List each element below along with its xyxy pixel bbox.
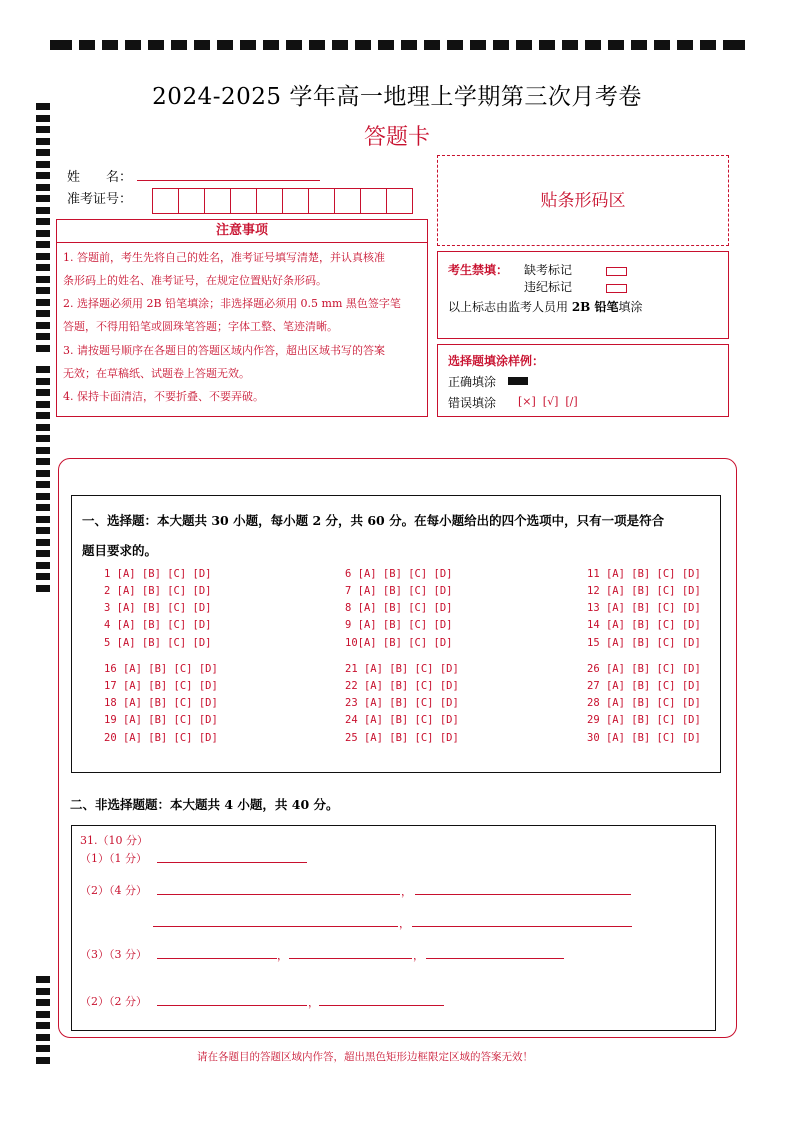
timing-mark — [723, 40, 745, 50]
answer-line[interactable] — [412, 926, 632, 927]
id-digit-box[interactable] — [308, 188, 335, 214]
violation-mark-box[interactable] — [606, 284, 627, 293]
answer-line[interactable] — [157, 862, 307, 863]
timing-mark — [125, 40, 141, 50]
q31-part3-label: （3）（3 分） — [80, 948, 147, 961]
timing-mark — [36, 504, 50, 511]
choice-question[interactable]: 5 [A] [B] [C] [D] — [104, 637, 212, 649]
timing-mark — [36, 470, 50, 477]
correct-fill-label: 正确填涂 — [448, 375, 497, 389]
timing-mark — [36, 184, 50, 191]
timing-mark — [36, 230, 50, 237]
timing-mark — [36, 161, 50, 168]
choice-question[interactable]: 15 [A] [B] [C] [D] — [587, 637, 701, 649]
id-digit-box[interactable] — [334, 188, 361, 214]
choice-question[interactable]: 11 [A] [B] [C] [D] — [587, 568, 701, 580]
timing-mark — [378, 40, 394, 50]
name-input-line[interactable] — [137, 180, 320, 181]
timing-mark — [36, 585, 50, 592]
timing-mark — [36, 333, 50, 340]
violation-label: 违纪标记 — [524, 280, 573, 294]
timing-mark — [50, 40, 72, 50]
answer-line[interactable] — [157, 958, 277, 959]
choice-question[interactable]: 10[A] [B] [C] [D] — [345, 637, 453, 649]
timing-mark — [493, 40, 509, 50]
timing-mark — [36, 310, 50, 317]
absent-mark-box[interactable] — [606, 267, 627, 276]
correct-fill-mark — [508, 377, 528, 385]
name-label: 姓 名： — [67, 170, 133, 185]
timing-mark — [36, 412, 50, 419]
choice-question[interactable]: 29 [A] [B] [C] [D] — [587, 714, 701, 726]
timing-mark — [36, 322, 50, 329]
choice-question[interactable]: 17 [A] [B] [C] [D] — [104, 680, 218, 692]
comma: ， — [277, 949, 288, 962]
timing-mark — [401, 40, 417, 50]
timing-mark — [355, 40, 371, 50]
section2-heading: 二、非选择题题：本大题共 4 小题，共 40 分。 — [70, 797, 339, 812]
timing-mark — [36, 241, 50, 248]
timing-mark — [36, 562, 50, 569]
id-number-boxes[interactable] — [152, 188, 412, 214]
timing-mark — [562, 40, 578, 50]
comma: ， — [413, 949, 424, 962]
timing-mark — [148, 40, 164, 50]
timing-mark — [36, 481, 50, 488]
choice-question[interactable]: 18 [A] [B] [C] [D] — [104, 697, 218, 709]
answer-line[interactable] — [157, 1005, 307, 1006]
choice-question[interactable]: 1 [A] [B] [C] [D] — [104, 568, 212, 580]
section1-heading-cont: 题目要求的。 — [82, 543, 158, 558]
non-choice-box — [71, 825, 716, 1031]
timing-mark — [194, 40, 210, 50]
timing-mark — [36, 366, 50, 373]
timing-mark — [36, 253, 50, 260]
answer-line[interactable] — [319, 1005, 444, 1006]
notice-line: 无效；在草稿纸、试题卷上答题无效。 — [63, 367, 250, 380]
choice-question[interactable]: 9 [A] [B] [C] [D] — [345, 619, 453, 631]
q31-part1-label: （1）（1 分） — [80, 852, 147, 865]
choice-question[interactable]: 14 [A] [B] [C] [D] — [587, 619, 701, 631]
id-label: 准考证号： — [67, 192, 133, 207]
answer-line[interactable] — [426, 958, 564, 959]
comma: ， — [308, 996, 319, 1009]
barcode-area — [437, 155, 729, 246]
timing-mark — [631, 40, 647, 50]
choice-question[interactable]: 6 [A] [B] [C] [D] — [345, 568, 453, 580]
answer-line[interactable] — [157, 894, 400, 895]
timing-mark — [217, 40, 233, 50]
id-digit-box[interactable] — [256, 188, 283, 214]
id-digit-box[interactable] — [204, 188, 231, 214]
choice-question[interactable]: 3 [A] [B] [C] [D] — [104, 602, 212, 614]
page-subtitle: 答题卡 — [363, 125, 430, 150]
choice-question[interactable]: 23 [A] [B] [C] [D] — [345, 697, 459, 709]
timing-mark — [516, 40, 532, 50]
id-digit-box[interactable] — [282, 188, 309, 214]
id-digit-box[interactable] — [152, 188, 179, 214]
timing-mark — [36, 299, 50, 306]
timing-mark — [36, 447, 50, 454]
section1-heading: 一、选择题：本大题共 30 小题，每小题 2 分，共 60 分。在每小题给出的四个选项中，只有一项是符合 — [82, 513, 665, 528]
timing-mark — [470, 40, 486, 50]
notice-line: 4. 保持卡面清洁，不要折叠、不要弄破。 — [63, 390, 264, 403]
timing-mark — [677, 40, 693, 50]
notice-line: 条形码上的姓名、准考证号，在规定位置贴好条形码。 — [63, 274, 327, 287]
timing-mark — [240, 40, 256, 50]
q31-part2-label: （2）（4 分） — [80, 884, 147, 897]
timing-mark — [608, 40, 624, 50]
timing-mark — [36, 988, 50, 995]
timing-mark — [36, 389, 50, 396]
timing-mark — [654, 40, 670, 50]
timing-mark — [36, 573, 50, 580]
timing-mark — [700, 40, 716, 50]
barcode-label: 贴条形码区 — [540, 191, 626, 211]
choice-question[interactable]: 12 [A] [B] [C] [D] — [587, 585, 701, 597]
timing-mark — [36, 172, 50, 179]
q31-label: 31.（10 分） — [80, 834, 148, 847]
choice-question[interactable]: 25 [A] [B] [C] [D] — [345, 732, 459, 744]
choice-question[interactable]: 7 [A] [B] [C] [D] — [345, 585, 453, 597]
notice-line: 2. 选择题必须用 2B 铅笔填涂；非选择题必须用 0.5 mm 黑色签字笔 — [63, 297, 401, 310]
left-timing-marks-2 — [36, 366, 50, 596]
footer-warning: 请在各题目的答题区域内作答，超出黑色矩形边框限定区域的答案无效！ — [197, 1051, 533, 1063]
timing-mark — [36, 378, 50, 385]
id-digit-box[interactable] — [360, 188, 387, 214]
timing-mark — [447, 40, 463, 50]
comma: ， — [401, 885, 412, 898]
choice-question[interactable]: 13 [A] [B] [C] [D] — [587, 602, 701, 614]
timing-mark — [36, 458, 50, 465]
choice-question[interactable]: 16 [A] [B] [C] [D] — [104, 663, 218, 675]
timing-mark — [36, 516, 50, 523]
timing-mark — [36, 999, 50, 1006]
timing-mark — [79, 40, 95, 50]
choice-question[interactable]: 27 [A] [B] [C] [D] — [587, 680, 701, 692]
choice-question[interactable]: 28 [A] [B] [C] [D] — [587, 697, 701, 709]
forbidden-fill-box — [437, 251, 729, 339]
timing-mark — [36, 976, 50, 983]
timing-mark — [585, 40, 601, 50]
timing-mark — [36, 1011, 50, 1018]
timing-mark — [36, 401, 50, 408]
id-digit-box[interactable] — [178, 188, 205, 214]
timing-mark — [309, 40, 325, 50]
timing-mark — [36, 207, 50, 214]
forbidden-label: 考生禁填： — [448, 263, 509, 277]
forbidden-note: 以上标志由监考人员用 2B 铅笔填涂 — [448, 300, 643, 314]
timing-mark — [539, 40, 555, 50]
id-digit-box[interactable] — [386, 188, 413, 214]
choice-question[interactable]: 4 [A] [B] [C] [D] — [104, 619, 212, 631]
absent-label: 缺考标记 — [524, 263, 573, 277]
timing-mark — [36, 287, 50, 294]
answer-line[interactable] — [415, 894, 631, 895]
timing-mark — [36, 424, 50, 431]
q31-part4-label: （2）（2 分） — [80, 995, 147, 1008]
timing-mark — [36, 539, 50, 546]
timing-mark — [171, 40, 187, 50]
choice-question[interactable]: 19 [A] [B] [C] [D] — [104, 714, 218, 726]
timing-mark — [36, 218, 50, 225]
choice-question[interactable]: 24 [A] [B] [C] [D] — [345, 714, 459, 726]
notice-heading: 注意事项 — [57, 220, 427, 243]
timing-mark — [102, 40, 118, 50]
answer-line[interactable] — [153, 926, 398, 927]
timing-mark — [36, 345, 50, 352]
wrong-fill-marks: [×] [√] [/] — [518, 395, 578, 408]
notice-line: 3. 请按题号顺序在各题目的答题区域内作答，超出区域书写的答案 — [63, 344, 385, 357]
timing-mark — [36, 276, 50, 283]
wrong-fill-label: 错误填涂 — [448, 396, 497, 410]
timing-mark — [36, 1022, 50, 1029]
choice-question[interactable]: 8 [A] [B] [C] [D] — [345, 602, 453, 614]
timing-mark — [332, 40, 348, 50]
choice-question[interactable]: 22 [A] [B] [C] [D] — [345, 680, 459, 692]
timing-mark — [36, 195, 50, 202]
choice-question[interactable]: 26 [A] [B] [C] [D] — [587, 663, 701, 675]
choice-question[interactable]: 30 [A] [B] [C] [D] — [587, 732, 701, 744]
page-title: 2024-2025 学年高一地理上学期第三次月考卷 — [152, 84, 642, 110]
comma: ， — [399, 917, 410, 930]
notice-box — [56, 219, 428, 417]
timing-mark — [36, 1034, 50, 1041]
timing-mark — [36, 435, 50, 442]
timing-mark — [36, 550, 50, 557]
timing-mark — [424, 40, 440, 50]
id-digit-box[interactable] — [230, 188, 257, 214]
timing-mark — [36, 493, 50, 500]
timing-mark — [36, 264, 50, 271]
choice-question[interactable]: 2 [A] [B] [C] [D] — [104, 585, 212, 597]
answer-line[interactable] — [289, 958, 412, 959]
notice-line: 1. 答题前，考生先将自己的姓名，准考证号填写清楚，并认真核准 — [63, 251, 385, 264]
sample-label: 选择题填涂样例： — [448, 354, 545, 368]
choice-question[interactable]: 21 [A] [B] [C] [D] — [345, 663, 459, 675]
choice-question[interactable]: 20 [A] [B] [C] [D] — [104, 732, 218, 744]
timing-mark — [263, 40, 279, 50]
fill-sample-box — [437, 344, 729, 417]
top-timing-marks — [50, 38, 745, 52]
timing-mark — [286, 40, 302, 50]
notice-line: 答题，不得用铅笔或圆珠笔答题；字体工整、笔迹清晰。 — [63, 320, 338, 333]
timing-mark — [36, 527, 50, 534]
